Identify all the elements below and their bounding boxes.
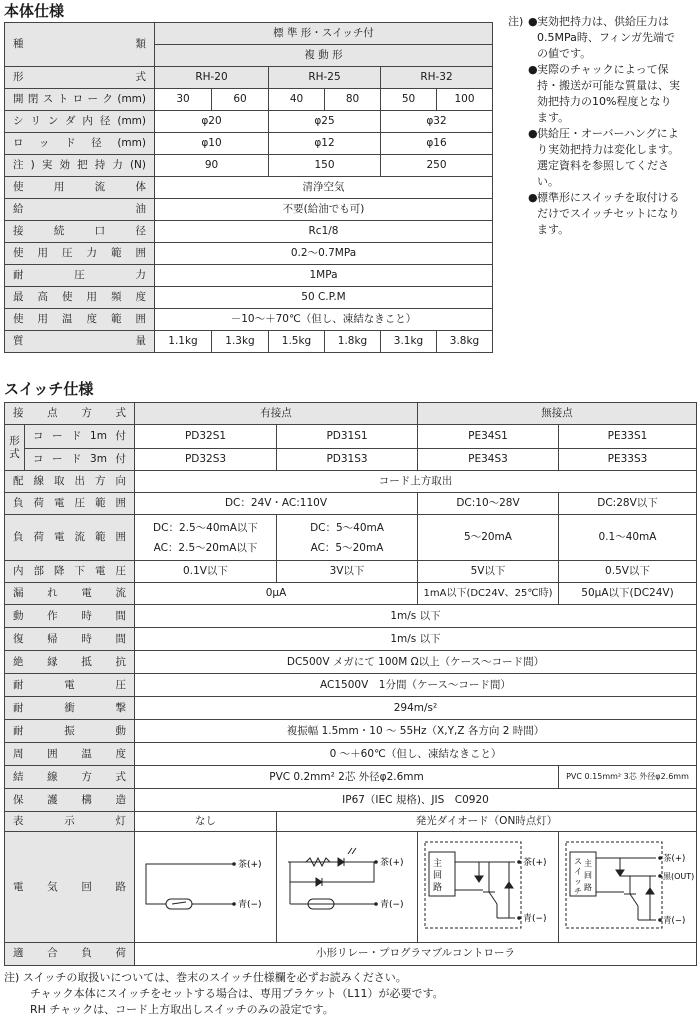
indicator-value: なし — [135, 812, 277, 832]
protection-label: 保護構造 — [5, 789, 135, 812]
row-temp-label: 使用温度範囲 — [5, 309, 155, 331]
switch-char: ッ — [573, 877, 582, 886]
circuit-diagram-reed-simple — [135, 832, 277, 943]
header-type-label: 種類 — [5, 23, 155, 67]
note-item — [508, 14, 698, 62]
note-line: ます。 — [537, 111, 570, 124]
pressure-value: 0.2～0.7MPa — [155, 243, 493, 265]
insulation-label: 絶縁抵抗 — [5, 651, 135, 674]
force-cell: 90 — [155, 155, 269, 177]
circuit-reed-led-svg — [278, 832, 417, 938]
note-line: 効把持力の10%程度となり — [537, 95, 672, 108]
row-mass-label: 質量 — [5, 331, 155, 353]
shock-label: 耐衝撃 — [5, 697, 135, 720]
main-circuit-char: 路 — [583, 883, 592, 892]
circuit-diagram-solid-3wire — [559, 832, 697, 943]
load-current-reed2 — [277, 515, 418, 561]
load-current-solid2: 0.1～40mA — [559, 515, 697, 561]
main-circuit-char: 回 — [432, 871, 442, 881]
load-voltage-value: DC:10～28V — [418, 493, 559, 515]
bore-cell: φ32 — [381, 111, 493, 133]
note-line: 標準形にスイッチを取付ける — [537, 191, 680, 204]
bullet-icon: ● — [528, 15, 538, 28]
load-current-solid1: 5～20mA — [418, 515, 559, 561]
voltage-drop-value: 0.1V以下 — [135, 561, 277, 583]
note-item — [508, 190, 698, 238]
withstand-value: AC1500V 1分間（ケース～コード間） — [135, 674, 697, 697]
voltage-drop-label: 内部降下電圧 — [5, 561, 135, 583]
row-stroke-label: 開閉ストローク(mm) — [5, 89, 155, 111]
note-line: 供給圧・オーバーハングによ — [537, 127, 679, 140]
vertical-char: 式 — [9, 447, 20, 460]
lube-value: 不要(給油でも可) — [155, 199, 493, 221]
row-rod-label: ロッド径(mm) — [5, 133, 155, 155]
contact-reed: 有接点 — [135, 403, 418, 425]
wire-brown-label: 茶(+) — [379, 858, 404, 868]
load-current-dc: DC：2.5～40mA以下 — [153, 521, 258, 534]
mass-cell: 1.5kg — [269, 331, 325, 353]
leakage-value: 50μA以下(DC24V) — [559, 583, 697, 605]
switch-spec-table — [4, 402, 697, 966]
operate-time-value: 1m/s 以下 — [135, 605, 697, 628]
main-circuit-char: 主 — [432, 859, 442, 869]
row-fluid-label: 使用流体 — [5, 177, 155, 199]
main-spec-table — [4, 22, 493, 353]
rod-cell: φ12 — [269, 133, 381, 155]
wiring-label: 結線方式 — [5, 766, 135, 789]
fluid-value: 清浄空気 — [155, 177, 493, 199]
release-time-label: 復帰時間 — [5, 628, 135, 651]
load-current-ac: AC：2.5～20mA以下 — [153, 541, 258, 554]
row-proof-label: 耐圧力 — [5, 265, 155, 287]
wire-brown-label: 茶(+) — [522, 858, 547, 868]
note-line: 選定資料を参照してくださ — [537, 159, 669, 172]
cord1-label: コード1m付 — [25, 425, 135, 449]
row-pressure-label: 使用圧力範囲 — [5, 243, 155, 265]
row-force-label: 注)実効把持力(N) — [5, 155, 155, 177]
wire-blue-label: 青(−) — [237, 900, 262, 910]
cord1-model: PD31S1 — [277, 425, 418, 449]
spec-notes — [508, 14, 698, 238]
note-line: 持・搬送が可能な質量は、実 — [537, 79, 680, 92]
note-line: だけでスイッチセットになり — [537, 207, 680, 220]
note-line: チャック本体にスイッチをセットする場合は、専用ブラケット（L11）が必要です。 — [30, 987, 444, 1000]
cord3-model: PD32S3 — [135, 449, 277, 471]
switch-char: チ — [573, 887, 582, 896]
circuit-solid-3wire-svg — [560, 832, 696, 938]
leakage-value: 0μA — [135, 583, 418, 605]
cord1-model: PE34S1 — [418, 425, 559, 449]
cord3-label: コード3m付 — [25, 449, 135, 471]
switch-char: ス — [573, 857, 582, 866]
stroke-cell: 80 — [325, 89, 381, 111]
ambient-value: 0 ～＋60℃（但し、凍結なきこと） — [135, 743, 697, 766]
row-model-label: 形式 — [5, 67, 155, 89]
operate-time-label: 動作時間 — [5, 605, 135, 628]
cord3-model: PE34S3 — [418, 449, 559, 471]
stroke-cell: 40 — [269, 89, 325, 111]
cord1-model: PE33S1 — [559, 425, 697, 449]
wiring-value: PVC 0.15mm² 3芯 外径φ2.6mm — [559, 766, 697, 789]
load-current-ac: AC：5～20mA — [310, 541, 384, 554]
contact-label: 接点方式 — [5, 403, 135, 425]
port-value: Rc1/8 — [155, 221, 493, 243]
note-mark: 注) — [4, 971, 20, 984]
main-circuit-char: 路 — [432, 883, 442, 893]
bullet-icon: ● — [528, 191, 538, 204]
bore-cell: φ20 — [155, 111, 269, 133]
note-item — [508, 126, 698, 190]
model-vertical-label — [5, 425, 25, 471]
note-line: RH チャックは、コード上方取出しスイッチのみの設定です。 — [30, 1003, 334, 1016]
voltage-drop-value: 0.5V以下 — [559, 561, 697, 583]
cord1-model: PD32S1 — [135, 425, 277, 449]
switch-spec-title: スイッチ仕様 — [4, 380, 94, 398]
force-cell: 150 — [269, 155, 381, 177]
voltage-drop-value: 5V以下 — [418, 561, 559, 583]
insulation-value: DC500V メガにて 100M Ω以上（ケース～コード間） — [135, 651, 697, 674]
header-standard: 標 準 形・スイッチ付 — [155, 23, 493, 45]
wire-blue-label: 青(−) — [379, 900, 404, 910]
load-value: 小形リレー・プログラマブルコントローラ — [135, 942, 697, 965]
bore-cell: φ25 — [269, 111, 381, 133]
note-line: り実効把持力は変化します。 — [537, 143, 680, 156]
row-lube-label: 給油 — [5, 199, 155, 221]
mass-cell: 3.1kg — [381, 331, 437, 353]
proof-value: 1MPa — [155, 265, 493, 287]
load-voltage-value: DC：24V・AC:110V — [135, 493, 418, 515]
note-line: 実際のチャックによって保 — [537, 63, 669, 76]
wiring-value: PVC 0.2mm² 2芯 外径φ2.6mm — [135, 766, 559, 789]
wire-black-label: 黒(OUT) — [662, 872, 694, 881]
circuit-diagram-solid-2wire — [418, 832, 559, 943]
main-circuit-char: 主 — [583, 859, 592, 868]
bullet-icon: ● — [528, 63, 538, 76]
load-voltage-label: 負荷電圧範囲 — [5, 493, 135, 515]
note-line: 実効把持力は、供給圧力は — [537, 15, 669, 28]
wire-brown-label: 茶(+) — [662, 854, 685, 864]
release-time-value: 1m/s 以下 — [135, 628, 697, 651]
leakage-value: 1mA以下(DC24V、25℃時) — [418, 583, 559, 605]
bullet-icon: ● — [528, 127, 538, 140]
freq-value: 50 C.P.M — [155, 287, 493, 309]
load-current-dc: DC：5～40mA — [310, 521, 384, 534]
note-line: い。 — [537, 175, 559, 188]
protection-value: IP67（IEC 規格)、JIS C0920 — [135, 789, 697, 812]
withstand-label: 耐電圧 — [5, 674, 135, 697]
header-double-acting: 複 動 形 — [155, 45, 493, 67]
wire-blue-label: 青(−) — [662, 916, 685, 926]
row-bore-label: シリンダ内径(mm) — [5, 111, 155, 133]
main-spec-title: 本体仕様 — [4, 2, 65, 20]
load-label: 適合負荷 — [5, 942, 135, 965]
indicator-value: 発光ダイオード（ON時点灯） — [277, 812, 697, 832]
stroke-cell: 50 — [381, 89, 437, 111]
shock-value: 294m/s² — [135, 697, 697, 720]
row-port-label: 接続口径 — [5, 221, 155, 243]
cord3-model: PD31S3 — [277, 449, 418, 471]
switch-char: イ — [573, 867, 582, 876]
vibration-label: 耐振動 — [5, 720, 135, 743]
note-line — [4, 970, 444, 986]
rod-cell: φ10 — [155, 133, 269, 155]
ambient-label: 周囲温度 — [5, 743, 135, 766]
wire-brown-label: 茶(+) — [237, 860, 262, 870]
stroke-cell: 30 — [155, 89, 212, 111]
load-current-reed1 — [135, 515, 277, 561]
model-cell: RH-20 — [155, 67, 269, 89]
model-cell: RH-25 — [269, 67, 381, 89]
note-mark: 注) — [508, 15, 524, 28]
note-line: ます。 — [537, 223, 570, 236]
load-current-label: 負荷電流範囲 — [5, 515, 135, 561]
load-voltage-value: DC:28V以下 — [559, 493, 697, 515]
vertical-char: 形 — [9, 434, 20, 447]
note-line: 0.5MPa時、フィンガ先端で — [537, 31, 675, 44]
cord-dir-label: 配線取出方向 — [5, 471, 135, 493]
rod-cell: φ16 — [381, 133, 493, 155]
switch-notes — [4, 970, 444, 1018]
stroke-cell: 60 — [212, 89, 269, 111]
voltage-drop-value: 3V以下 — [277, 561, 418, 583]
circuit-solid-2wire-svg — [419, 832, 558, 938]
cord-dir-value: コード上方取出 — [135, 471, 697, 493]
note-line: の値です。 — [537, 47, 592, 60]
indicator-label: 表示灯 — [5, 812, 135, 832]
cord3-model: PE33S3 — [559, 449, 697, 471]
mass-cell: 1.1kg — [155, 331, 212, 353]
main-circuit-char: 回 — [583, 871, 592, 880]
vibration-value: 複振幅 1.5mm・10 ～ 55Hz（X,Y,Z 各方向 2 時間） — [135, 720, 697, 743]
circuit-label: 電気回路 — [5, 832, 135, 943]
note-item — [508, 62, 698, 126]
stroke-cell: 100 — [437, 89, 493, 111]
contact-solid: 無接点 — [418, 403, 697, 425]
mass-cell: 1.3kg — [212, 331, 269, 353]
row-freq-label: 最高使用頻度 — [5, 287, 155, 309]
force-cell: 250 — [381, 155, 493, 177]
wire-blue-label: 青(−) — [522, 914, 547, 924]
circuit-diagram-reed-led — [277, 832, 418, 943]
mass-cell: 3.8kg — [437, 331, 493, 353]
circuit-reed-simple-svg — [136, 832, 276, 938]
note-text: スイッチの取扱いについては、巻末のスイッチ仕様欄を必ずお読みください。 — [22, 971, 407, 984]
temp-value: －10～＋70℃（但し、凍結なきこと） — [155, 309, 493, 331]
mass-cell: 1.8kg — [325, 331, 381, 353]
leakage-label: 漏れ電流 — [5, 583, 135, 605]
model-cell: RH-32 — [381, 67, 493, 89]
